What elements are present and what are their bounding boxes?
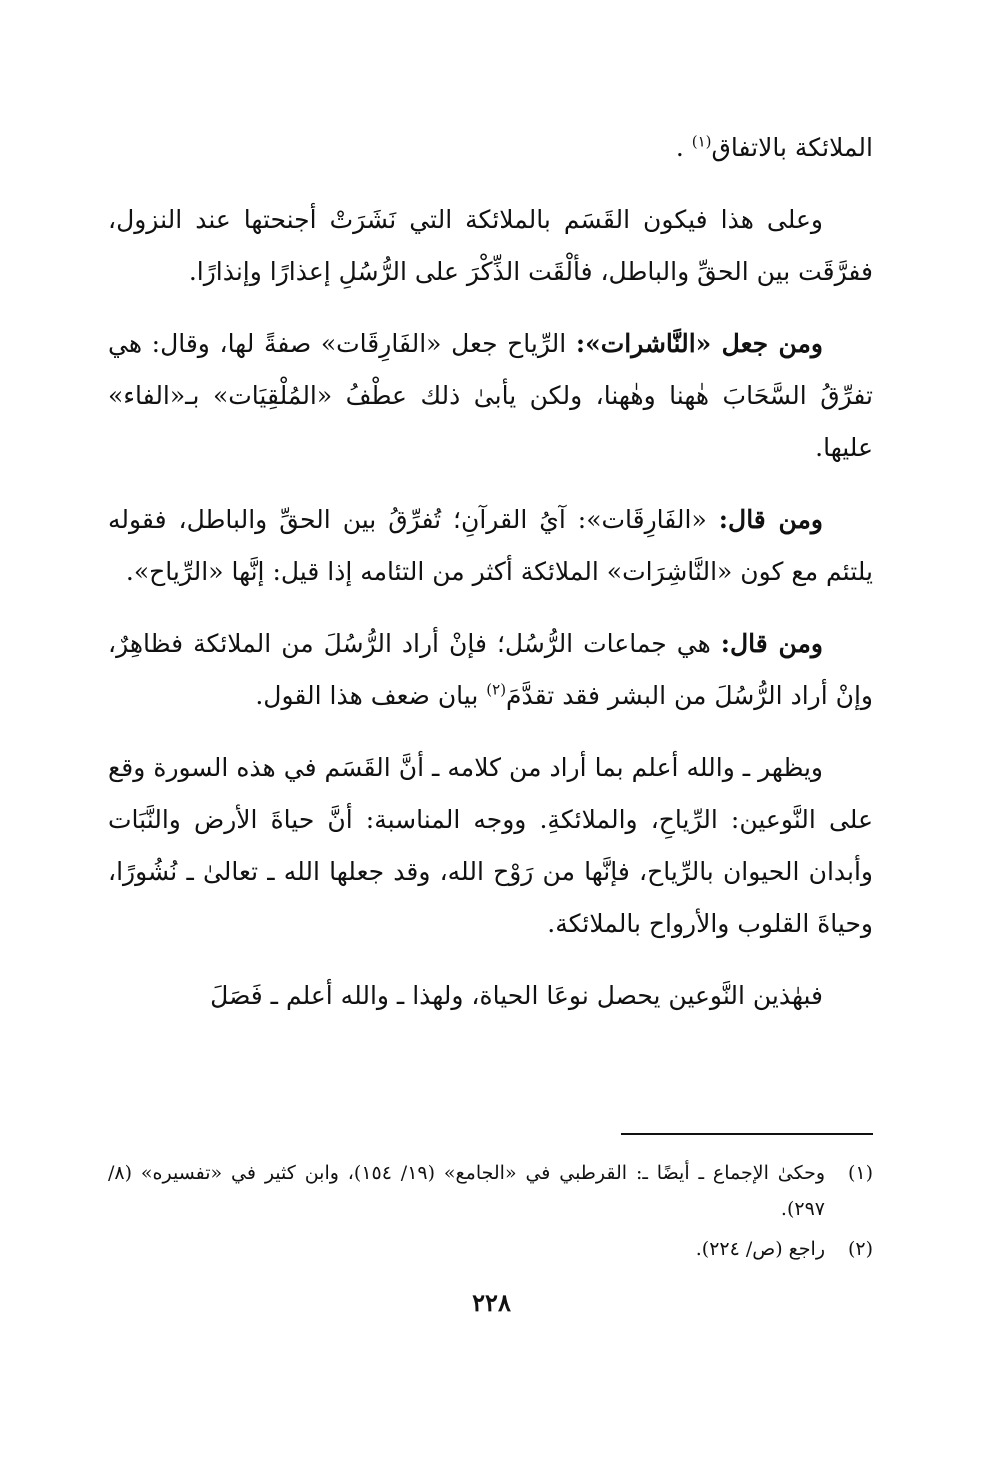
paragraph-lead: ومن جعل «النَّاشرات»: bbox=[575, 329, 823, 358]
footnote-divider bbox=[621, 1133, 873, 1135]
paragraph-text: الملائكة بالاتفاق bbox=[711, 133, 873, 162]
footnote-reference[interactable]: (١) bbox=[691, 132, 712, 151]
paragraph bbox=[108, 970, 873, 1022]
paragraph bbox=[108, 494, 873, 598]
page-number: ٢٢٨ bbox=[472, 1288, 511, 1317]
footnotes bbox=[108, 1155, 873, 1271]
footnote bbox=[108, 1231, 873, 1267]
paragraph-tail: . bbox=[675, 133, 684, 162]
paragraph-text: «الفَارِقَات»: آيُ القرآنِ؛ تُفرِّقُ بين الحقِّ والباطل، فقوله يلتئم مع كون «النَّاشِرَات» الملائكة أكثر من التئامه إذا قيل: إنَّها «الرِّياح». bbox=[108, 505, 873, 586]
paragraph-tail: بيان ضعف هذا القول. bbox=[255, 681, 479, 710]
footnote bbox=[108, 1155, 873, 1227]
paragraph bbox=[108, 318, 873, 474]
footnote-reference[interactable]: (٢) bbox=[486, 680, 507, 699]
main-text bbox=[108, 122, 873, 1042]
footnote-text: وحكىٰ الإجماع ـ أيضًا ـ: القرطبي في «الجامع» (١٩/ ١٥٤)، وابن كثير في «تفسيره» (٨/ ٢٩٧). bbox=[108, 1162, 826, 1220]
paragraph-text: ويظهر ـ والله أعلم بما أراد من كلامه ـ أنَّ القَسَم في هذه السورة وقع على النَّوعين: الرِّياحِ، والملائكةِ. ووجه المناسبة: أنَّ حياةَ الأرض والنَّبَات وأبدان الحيوان بالرِّياح، فإنَّها من رَوْح الله، وقد جعلها الله ـ تعالىٰ ـ نُشُورًا، وحياةَ القلوب والأرواح بالملائكة. bbox=[108, 753, 873, 938]
footnote-number: (١) bbox=[847, 1162, 873, 1184]
paragraph bbox=[108, 618, 873, 722]
paragraph bbox=[108, 742, 873, 950]
paragraph-text: الرِّياح جعل «الفَارِقَات» صفةً لها، وقال: هي تفرِّقُ السَّحَابَ هٰهنا وهٰهنا، ولكن يأبىٰ ذلك عطْفُ «المُلْقِيَات» بـ«الفاء» عليها. bbox=[108, 329, 873, 462]
paragraph bbox=[108, 194, 873, 298]
paragraph-continuation bbox=[108, 122, 873, 174]
footnote-text: راجع (ص/ ٢٢٤). bbox=[695, 1238, 825, 1260]
paragraph-lead: ومن قال: bbox=[720, 629, 823, 658]
paragraph-text: هي جماعات الرُّسُل؛ فإنْ أراد الرُّسُلَ من الملائكة فظاهِرٌ، وإنْ أراد الرُّسُلَ من البشر فقد تقدَّمَ bbox=[108, 629, 873, 710]
paragraph-lead: ومن قال: bbox=[718, 505, 823, 534]
paragraph-text: وعلى هذا فيكون القَسَم بالملائكة التي نَشَرَتْ أجنحتها عند النزول، ففرَّقَت بين الحقِّ والباطل، فألْقَت الذِّكْرَ على الرُّسُلِ إعذارًا وإنذارًا. bbox=[108, 205, 873, 286]
paragraph-text: فبهٰذين النَّوعين يحصل نوعَا الحياة، ولهذا ـ والله أعلم ـ فَصَلَ bbox=[210, 981, 823, 1010]
footnote-number: (٢) bbox=[847, 1238, 873, 1260]
